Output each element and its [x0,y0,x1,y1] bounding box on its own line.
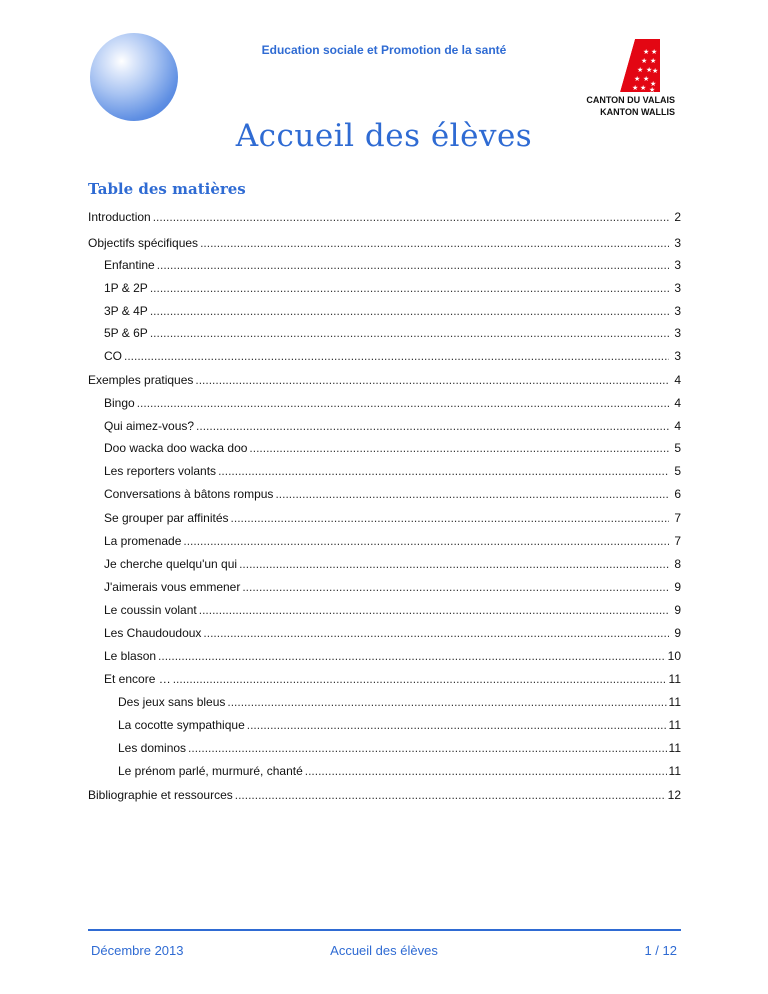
toc-entry-label: Objectifs spécifiques [88,236,199,250]
toc-leader-dots [150,303,669,319]
svg-text:★: ★ [643,48,650,56]
toc-leader-dots [227,694,666,710]
toc-entry-label: Enfantine [104,258,155,272]
toc-leader-dots [150,325,669,341]
toc-entry[interactable] [88,556,681,572]
toc-entry-label: CO [104,349,122,363]
toc-entry[interactable] [88,694,681,710]
toc-entry[interactable] [88,763,681,779]
toc-entry[interactable] [88,740,681,756]
toc-entry[interactable] [88,280,681,296]
toc-entry-page: 9 [674,580,681,594]
svg-text:★: ★ [652,67,659,75]
toc-entry-page: 11 [668,764,681,778]
svg-text:★: ★ [646,66,653,74]
toc-entry[interactable] [88,303,681,319]
toc-entry-page: 9 [674,626,681,640]
toc-entry-page: 7 [674,534,681,548]
toc-entry-page: 7 [674,511,681,525]
toc-entry-label: Des jeux sans bleus [118,695,226,709]
toc-leader-dots [196,418,669,434]
toc-entry-page: 6 [674,487,681,501]
toc-entry-label: Bibliographie et ressources [88,788,233,802]
toc-leader-dots [200,235,669,251]
toc-leader-dots [173,671,667,687]
svg-text:★: ★ [651,48,658,56]
toc-leader-dots [153,209,669,225]
toc-entry[interactable] [88,418,681,434]
svg-text:★: ★ [632,84,639,92]
toc-leader-dots [242,579,669,595]
toc-leader-dots [305,763,667,779]
toc-leader-dots [275,486,669,502]
toc-entry[interactable] [88,395,681,411]
toc-leader-dots [249,440,669,456]
toc-leader-dots [199,602,669,618]
toc-entry-label: Et encore … [104,672,171,686]
toc-entry[interactable] [88,787,681,803]
toc-entry-page: 5 [674,464,681,478]
toc-entry-page: 3 [674,326,681,340]
footer-title: Accueil des élèves [330,943,438,958]
toc-entry-page: 11 [668,718,681,732]
toc-entry-page: 8 [674,557,681,571]
header-subtitle: Education sociale et Promotion de la santé [261,43,507,57]
toc-entry[interactable] [88,209,681,225]
toc-leader-dots [235,787,666,803]
toc-entry[interactable] [88,671,681,687]
toc-entry[interactable] [88,440,681,456]
toc-entry-page: 11 [668,672,681,686]
svg-text:★: ★ [649,86,656,92]
toc-entry-label: La promenade [104,534,182,548]
toc-entry-label: Le coussin volant [104,603,197,617]
svg-text:★: ★ [640,84,647,92]
toc-leader-dots [195,372,669,388]
toc-leader-dots [203,625,669,641]
svg-text:★: ★ [637,66,644,74]
toc-entry-label: Qui aimez-vous? [104,419,195,433]
toc-entry[interactable] [88,510,681,526]
toc-entry-label: 3P & 4P [104,304,148,318]
toc-leader-dots [158,648,666,664]
toc-entry-label: Introduction [88,210,151,224]
toc-entry-page: 4 [674,373,681,387]
footer-date: Décembre 2013 [91,943,184,958]
toc-entry-page: 12 [667,788,681,802]
toc-entry-label: Les dominos [118,741,187,755]
svg-text:★: ★ [650,80,657,88]
svg-text:★: ★ [650,57,657,65]
toc-entry-page: 5 [674,441,681,455]
toc-entry[interactable] [88,463,681,479]
toc-leader-dots [124,348,669,364]
toc-entry-label: Bingo [104,396,135,410]
toc-entry-label: Conversations à bâtons rompus [104,487,274,501]
toc-entry-page: 9 [674,603,681,617]
valais-flag-icon [620,39,660,92]
toc-entry-label: Exemples pratiques [88,373,194,387]
canton-logo [583,39,675,123]
toc-leader-dots [188,740,666,756]
toc-entry-page: 11 [668,695,681,709]
toc-entry-page: 4 [674,396,681,410]
toc-entry-label: Le prénom parlé, murmuré, chanté [118,764,303,778]
toc-leader-dots [157,257,669,273]
toc-entry[interactable] [88,602,681,618]
footer-page-number: 1 / 12 [644,943,677,958]
toc-entry[interactable] [88,648,681,664]
toc-entry-page: 3 [674,304,681,318]
toc-leader-dots [231,510,669,526]
toc-entry[interactable] [88,372,681,388]
toc-entry-page: 3 [674,349,681,363]
toc-entry-label: 1P & 2P [104,281,148,295]
toc-entry-page: 11 [668,741,681,755]
toc-entry[interactable] [88,486,681,502]
toc-entry-page: 2 [674,210,681,224]
toc-entry-page: 3 [674,258,681,272]
toc-entry[interactable] [88,533,681,549]
logo-line-2: KANTON WALLIS [600,107,675,117]
toc-entry-label: Le blason [104,649,157,663]
toc-entry-label: La cocotte sympathique [118,718,245,732]
toc-leader-dots [183,533,669,549]
toc-entry-label: Les reporters volants [104,464,217,478]
toc-entry[interactable] [88,257,681,273]
toc-entry-label: Doo wacka doo wacka doo [104,441,248,455]
toc-entry-label: J'aimerais vous emmener [104,580,241,594]
toc-entry[interactable] [88,348,681,364]
toc-leader-dots [239,556,669,572]
toc-entry-label: Les Chaudoudoux [104,626,202,640]
toc-entry-page: 3 [674,236,681,250]
document-title: Accueil des élèves [235,118,533,154]
toc-entry-page: 3 [674,281,681,295]
toc-entry-page: 4 [674,419,681,433]
toc-entry[interactable] [88,235,681,251]
toc-leader-dots [247,717,667,733]
toc-leader-dots [150,280,669,296]
toc-entry[interactable] [88,625,681,641]
toc-entry-label: 5P & 6P [104,326,148,340]
logo-line-1: CANTON DU VALAIS [586,95,675,105]
svg-text:★: ★ [643,75,650,83]
toc-entry[interactable] [88,579,681,595]
toc-entry-page: 10 [667,649,681,663]
svg-text:★: ★ [641,57,648,65]
toc-heading: Table des matières [88,180,246,198]
toc-leader-dots [137,395,669,411]
svg-text:★: ★ [634,75,641,83]
toc-entry-label: Se grouper par affinités [104,511,229,525]
footer-divider [88,929,681,931]
toc-entry[interactable] [88,325,681,341]
toc-entry-label: Je cherche quelqu'un qui [104,557,238,571]
logo-text [583,94,675,118]
toc-leader-dots [218,463,669,479]
toc-entry[interactable] [88,717,681,733]
